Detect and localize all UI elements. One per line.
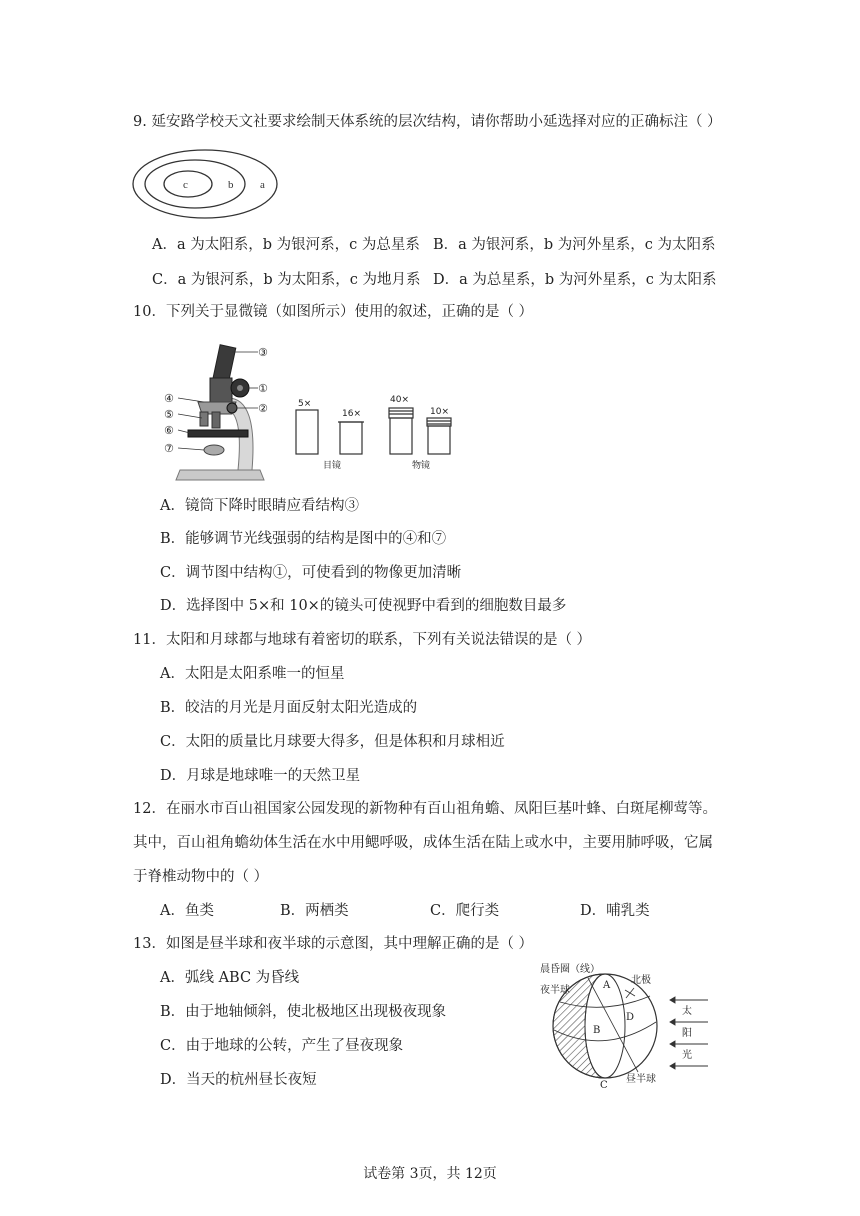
point-b-label: B bbox=[593, 1025, 601, 1036]
q12-stem-line1: 12．在丽水市百山祖国家公园发现的新物种有百山祖角蟾、凤阳巨基叶蜂、白斑尾柳莺等。 bbox=[133, 801, 717, 817]
sunlight-label-1: 太 bbox=[682, 1006, 692, 1017]
q12-option-c[interactable]: C．爬行类 bbox=[430, 903, 500, 919]
callout-7: ⑦ bbox=[164, 442, 174, 455]
callout-4: ④ bbox=[164, 392, 174, 405]
sunlight-label-3: 光 bbox=[682, 1050, 692, 1061]
north-pole-label: 北极 bbox=[631, 975, 651, 986]
q13-option-c[interactable]: C．由于地球的公转，产生了昼夜现象 bbox=[160, 1038, 404, 1054]
q11-option-c[interactable]: C．太阳的质量比月球要大得多，但是体积和月球相近 bbox=[160, 734, 505, 750]
callout-2: ② bbox=[258, 402, 268, 415]
objective-caption: 物镜 bbox=[412, 461, 431, 471]
callout-5: ⑤ bbox=[164, 408, 174, 421]
q10-stem: 10．下列关于显微镜（如图所示）使用的叙述，正确的是（ ） bbox=[133, 304, 534, 320]
point-c-label: C bbox=[600, 1080, 608, 1091]
callout-6: ⑥ bbox=[164, 424, 174, 437]
q11-option-d[interactable]: D．月球是地球唯一的天然卫星 bbox=[160, 768, 361, 784]
q12-option-d[interactable]: D．哺乳类 bbox=[580, 903, 650, 919]
q12-stem-line3: 于脊椎动物中的（ ） bbox=[133, 869, 269, 885]
sunlight-label-2: 阳 bbox=[682, 1028, 692, 1039]
q9-nested-ellipses-figure bbox=[130, 148, 280, 220]
eyepiece-caption: 目镜 bbox=[323, 461, 342, 471]
q13-day-night-globe-figure bbox=[530, 960, 720, 1090]
terminator-label: 晨昏圈（线） bbox=[540, 964, 600, 975]
label-c: c bbox=[183, 179, 188, 191]
day-hemisphere-label: 昼半球 bbox=[626, 1074, 656, 1085]
q13-stem: 13．如图是昼半球和夜半球的示意图，其中理解正确的是（ ） bbox=[133, 936, 534, 952]
point-a-label: A bbox=[603, 980, 611, 991]
eyepiece-16x-label: 16× bbox=[342, 409, 361, 419]
callout-3: ③ bbox=[258, 346, 268, 359]
objective-10x-label: 10× bbox=[430, 407, 449, 417]
q13-option-a[interactable]: A．弧线 ABC 为昏线 bbox=[160, 970, 300, 986]
q12-option-b[interactable]: B．两栖类 bbox=[280, 903, 349, 919]
q9-option-a[interactable]: A．a 为太阳系，b 为银河系，c 为总星系 bbox=[152, 237, 420, 253]
q12-stem-line2: 其中，百山祖角蟾幼体生活在水中用鳃呼吸，成体生活在陆上或水中，主要用肺呼吸，它属 bbox=[133, 835, 713, 851]
q9-option-d[interactable]: D．a 为总星系，b 为河外星系，c 为太阳系 bbox=[433, 272, 717, 288]
q9-stem: 9. 延安路学校天文社要求绘制天体系统的层次结构，请你帮助小延选择对应的正确标注（ ） bbox=[133, 114, 722, 130]
q10-microscope-figure bbox=[160, 338, 470, 483]
q11-stem: 11．太阳和月球都与地球有着密切的联系，下列有关说法错误的是（ ） bbox=[133, 632, 592, 648]
page-footer: 试卷第 3页，共 12页 bbox=[363, 1166, 497, 1182]
objective-40x-label: 40× bbox=[390, 395, 409, 405]
q10-option-c[interactable]: C．调节图中结构①，可使看到的物像更加清晰 bbox=[160, 565, 462, 581]
night-hemisphere-label: 夜半球 bbox=[540, 985, 570, 996]
q9-option-c[interactable]: C．a 为银河系，b 为太阳系，c 为地月系 bbox=[152, 272, 421, 288]
q11-option-b[interactable]: B．皎洁的月光是月面反射太阳光造成的 bbox=[160, 700, 418, 716]
callout-1: ① bbox=[258, 382, 268, 395]
q12-option-a[interactable]: A．鱼类 bbox=[160, 903, 214, 919]
q10-option-d[interactable]: D．选择图中 5×和 10×的镜头可使视野中看到的细胞数目最多 bbox=[160, 598, 567, 614]
ellipse-c bbox=[164, 171, 212, 197]
q10-option-b[interactable]: B．能够调节光线强弱的结构是图中的④和⑦ bbox=[160, 531, 447, 547]
eyepiece-5x-label: 5× bbox=[298, 399, 312, 409]
q9-option-b[interactable]: B．a 为银河系，b 为河外星系，c 为太阳系 bbox=[433, 237, 716, 253]
label-a: a bbox=[260, 179, 265, 191]
q10-option-a[interactable]: A．镜筒下降时眼睛应看结构③ bbox=[160, 498, 359, 514]
q13-option-d[interactable]: D．当天的杭州昼长夜短 bbox=[160, 1072, 317, 1088]
q11-option-a[interactable]: A．太阳是太阳系唯一的恒星 bbox=[160, 666, 345, 682]
q13-option-b[interactable]: B．由于地轴倾斜，使北极地区出现极夜现象 bbox=[160, 1004, 447, 1020]
label-b: b bbox=[228, 179, 234, 191]
point-d-label: D bbox=[626, 1012, 635, 1023]
